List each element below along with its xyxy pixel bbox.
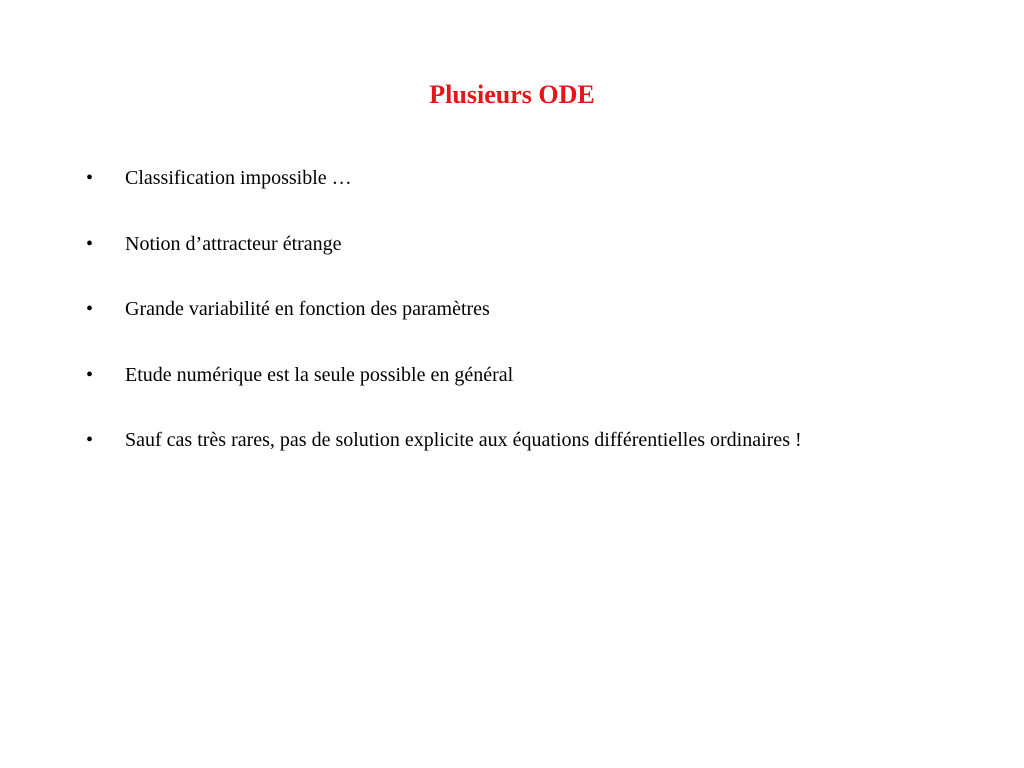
bullet-icon: • [86,232,94,255]
bullet-item [0,293,1024,359]
bullet-text: Sauf cas très rares, pas de solution explicite aux équations différentielles ordinaires ! [125,429,802,451]
bullet-icon: • [86,363,94,386]
bullet-item [0,162,1024,228]
bullet-text: Grande variabilité en fonction des paramètres [125,298,490,320]
bullet-icon: • [86,429,94,451]
bullet-text: Classification impossible … [125,167,352,189]
slide-title: Plusieurs ODE [429,80,595,109]
bullet-list [0,162,1024,490]
bullet-item [0,424,1024,490]
bullet-text: Notion d’attracteur étrange [125,232,342,255]
bullet-item [0,228,1024,294]
bullet-icon: • [86,298,94,320]
bullet-text: Etude numérique est la seule possible en général [125,363,514,386]
bullet-item [0,359,1024,425]
bullet-icon: • [86,167,94,189]
